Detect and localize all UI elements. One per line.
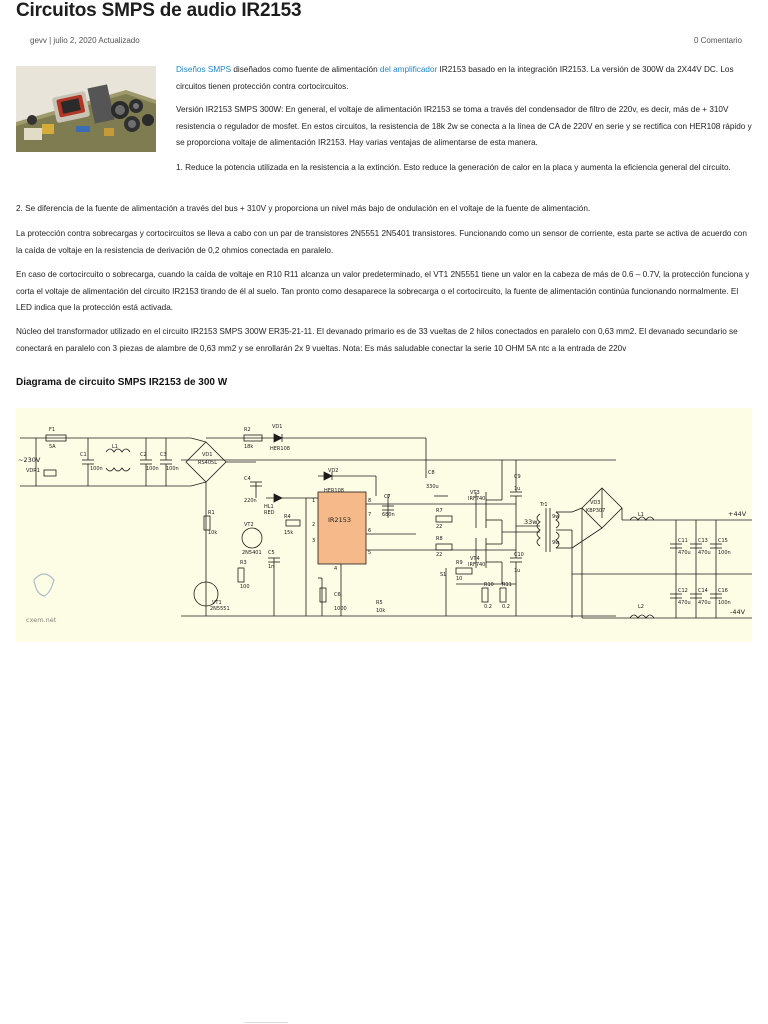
label-r3-value: 100 [240,584,250,590]
pcb-photo [16,66,156,152]
label-r5-value: 10k [376,608,386,614]
label-c1-value: 100n [90,466,103,472]
label-c2: C2 [140,452,147,458]
input-voltage-label: ~230V [18,456,41,464]
label-c7-value: 680n [382,512,395,518]
label-vt4-value: IRF740 [468,562,486,568]
label-c7: C7 [384,494,391,500]
label-r3: R3 [240,560,247,566]
label-r1-value: 10k [208,530,218,536]
label-vd3-value: KBP307 [586,508,606,514]
label-r1: R1 [208,510,215,516]
label-c13: C13 [698,538,708,544]
label-c16: C16 [718,588,728,594]
label-tr1: Tr1 [540,502,548,508]
label-l2-output: L2 [638,604,644,610]
paragraph-version: Versión IR2153 SMPS 300W: En general, el voltaje de alimentación IR2153 se toma a través del condensador de filtro de 220v, es decir, más de + 310V resistencia o regulador de mosfet. En estos circuitos, la resistencia de 18k 2w se conecta a la línea de CA de 220V en serie y se rectifica con HER108 rápido y se proporciona voltaje de alimentación IR2153. Hay varias ventajas de alimentarse de esta manera. [176,105,752,147]
ic-pin-7: 7 [368,512,372,518]
ic-pin-4: 4 [334,566,338,572]
ic-pin-6: 6 [368,528,372,534]
amplifier-link[interactable]: del amplificador [379,65,438,74]
paragraph-protection: La protección contra sobrecargas y cortocircuitos se lleva a cabo con un par de transistores 2N5551 2N5401 transistores. Funcionando como un sensor de corriente, esta parte se activa de acuerdo con la caída de voltaje en la resistencia de derivación de 0,2 ohmios conectada en paralelo. [16,229,747,255]
label-r11-value: 0.2 [502,604,510,610]
page-divider [244,1022,288,1023]
label-l1-output: L1 [638,512,644,518]
label-c15: C15 [718,538,728,544]
label-c14: C14 [698,588,708,594]
label-c10-value: 1u [514,568,521,574]
label-vd-top-value: HER108 [270,446,290,452]
paragraph-short-circuit: En caso de cortocircuito o sobrecarga, cuando la caída de voltaje en R10 R11 alcanza un valor predeterminado, el VT1 2N5551 tiene un valor en la cabeza de más de 0.6 – 0.7V, la protección funciona y corta el voltaje de alimentación del circuito IR2153 tirando de él al suelo. Tan pronto como desaparece la sobrecarga o el cortocircuito, la fuente de alimentación continúa funcionando normalmente. El LED indica que la protección está activada. [16,270,750,312]
label-c14-value: 470u [698,600,711,606]
label-f1-value: 5A [49,444,56,450]
label-s1: S1 [440,572,447,578]
label-c16-value: 100n [718,600,731,606]
label-r8-value: 22 [436,552,443,558]
article-thumbnail [16,66,156,152]
label-c9: C9 [514,474,521,480]
label-c13-value: 470u [698,550,711,556]
label-r9: R9 [456,560,463,566]
label-vt4: VT4 [470,556,480,562]
paragraph-point-2: 2. Se diferencia de la fuente de alimentación a través del bus + 310V y proporciona un nivel más bajo de ondulación en el voltaje de la fuente de alimentación. [16,204,591,213]
author-date: gevv | julio 2, 2020 Actualizado [30,36,140,45]
label-r10-value: 0.2 [484,604,492,610]
ic-pin-8: 8 [368,498,372,504]
secondary-power-label: 33w [524,518,538,526]
label-r9-value: 10 [456,576,463,582]
label-c5: C5 [268,550,275,556]
label-l1-input: L1 [112,444,118,450]
label-c1: C1 [80,452,87,458]
post-meta [30,36,742,45]
output-negative-label: -44V [730,608,746,616]
label-r10: R10 [484,582,494,588]
label-f1: F1 [49,427,56,433]
label-c9-value: 1u [514,486,521,492]
label-r4: R4 [284,514,291,520]
ic-pin-5: 5 [368,550,372,556]
label-c15-value: 100n [718,550,731,556]
ic-label: IR2153 [328,516,351,524]
output-positive-label: +44V [728,510,747,518]
circuit-schematic [16,408,752,642]
label-vd3: VD3 [590,500,601,506]
label-c11: C11 [678,538,688,544]
label-r2: R2 [244,427,251,433]
label-vt1-value: 2N5551 [210,606,230,612]
ic-pin-3: 3 [312,538,316,544]
paragraph-transformer: Núcleo del transformador utilizado en el circuito IR2153 SMPS 300W ER35-21-11. El devanado primario es de 33 vueltas de 2 hilos conectados en paralelo con 0,63 mm2. El devanado secundario se conectará en paralelo con 3 piezas de alambre de 0,63 mm2 y se enrollarán 2x 9 vueltas. Nota: Es más saludable conectar la serie 10 OHM 5A ntc a la entrada de 220v [16,327,738,353]
label-tr1-winding-b: 9w [552,540,560,546]
label-c8: C8 [428,470,435,476]
label-c4-value: 220n [244,498,257,504]
label-hl1-value: RED [264,510,275,516]
page-title: Circuitos SMPS de audio IR2153 [16,0,302,21]
label-c12: C12 [678,588,688,594]
label-vt1: VT1 [212,600,222,606]
label-c3-value: 100n [166,466,179,472]
comment-count-link[interactable]: 0 Comentario [693,36,742,45]
label-r7: R7 [436,508,443,514]
label-c12-value: 470u [678,600,691,606]
intro-paragraph [176,62,752,95]
label-r7-value: 22 [436,524,443,530]
label-c6-value: 1000 [334,606,347,612]
label-vt3-value: IRF740 [468,496,486,502]
schematic-drawing [16,408,752,642]
label-tr1-winding-a: 9w [552,514,560,520]
label-c3: C3 [160,452,167,458]
label-vd2-value: HER108 [324,488,344,494]
diagram-heading: Diagrama de circuito SMPS IR2153 de 300 W [16,377,228,388]
smps-designs-link[interactable]: Diseños SMPS [176,65,232,74]
intro-text-1: diseñados como fuente de alimentación [231,65,380,74]
label-c8-value: 330u [426,484,439,490]
cxem-logo [26,574,57,624]
label-r4-value: 15k [284,530,294,536]
label-vdr1: VDR1 [26,468,40,474]
label-hl1: HL1 [264,504,274,510]
ic-pin-2: 2 [312,522,316,528]
label-vt2: VT2 [244,522,254,528]
label-r2-value: 18k [244,444,254,450]
label-vd1-value: RS405L [198,460,217,466]
ic-pin-1: 1 [312,498,316,504]
label-vt3: VT3 [470,490,480,496]
label-r8: R8 [436,536,443,542]
paragraph-point-1: 1. Reduce la potencia utilizada en la resistencia a la extinción. Esto reduce la generación de calor en la placa y aumenta la eficiencia general del circuito. [176,163,731,172]
label-r5: R5 [376,600,383,606]
label-c2-value: 100n [146,466,159,472]
label-c5-value: 1n [268,564,275,570]
label-vd2: VD2 [328,468,339,474]
label-vt2-value: 2N5401 [242,550,262,556]
label-vd1: VD1 [202,452,213,458]
label-vd-top: VD1 [272,424,283,430]
label-c6: C6 [334,592,341,598]
label-c10: C10 [514,552,524,558]
intro-text-2: IR2153 basado en la integración IR2153. La versión de 300W da 2X44V DC. Los circuitos tienen protección contra cortocircuitos. [176,65,734,91]
ir2153-ic-body [318,492,366,564]
watermark-text: cxem.net [26,616,57,624]
label-c11-value: 470u [678,550,691,556]
label-c4: C4 [244,476,251,482]
label-r11: R11 [502,582,512,588]
